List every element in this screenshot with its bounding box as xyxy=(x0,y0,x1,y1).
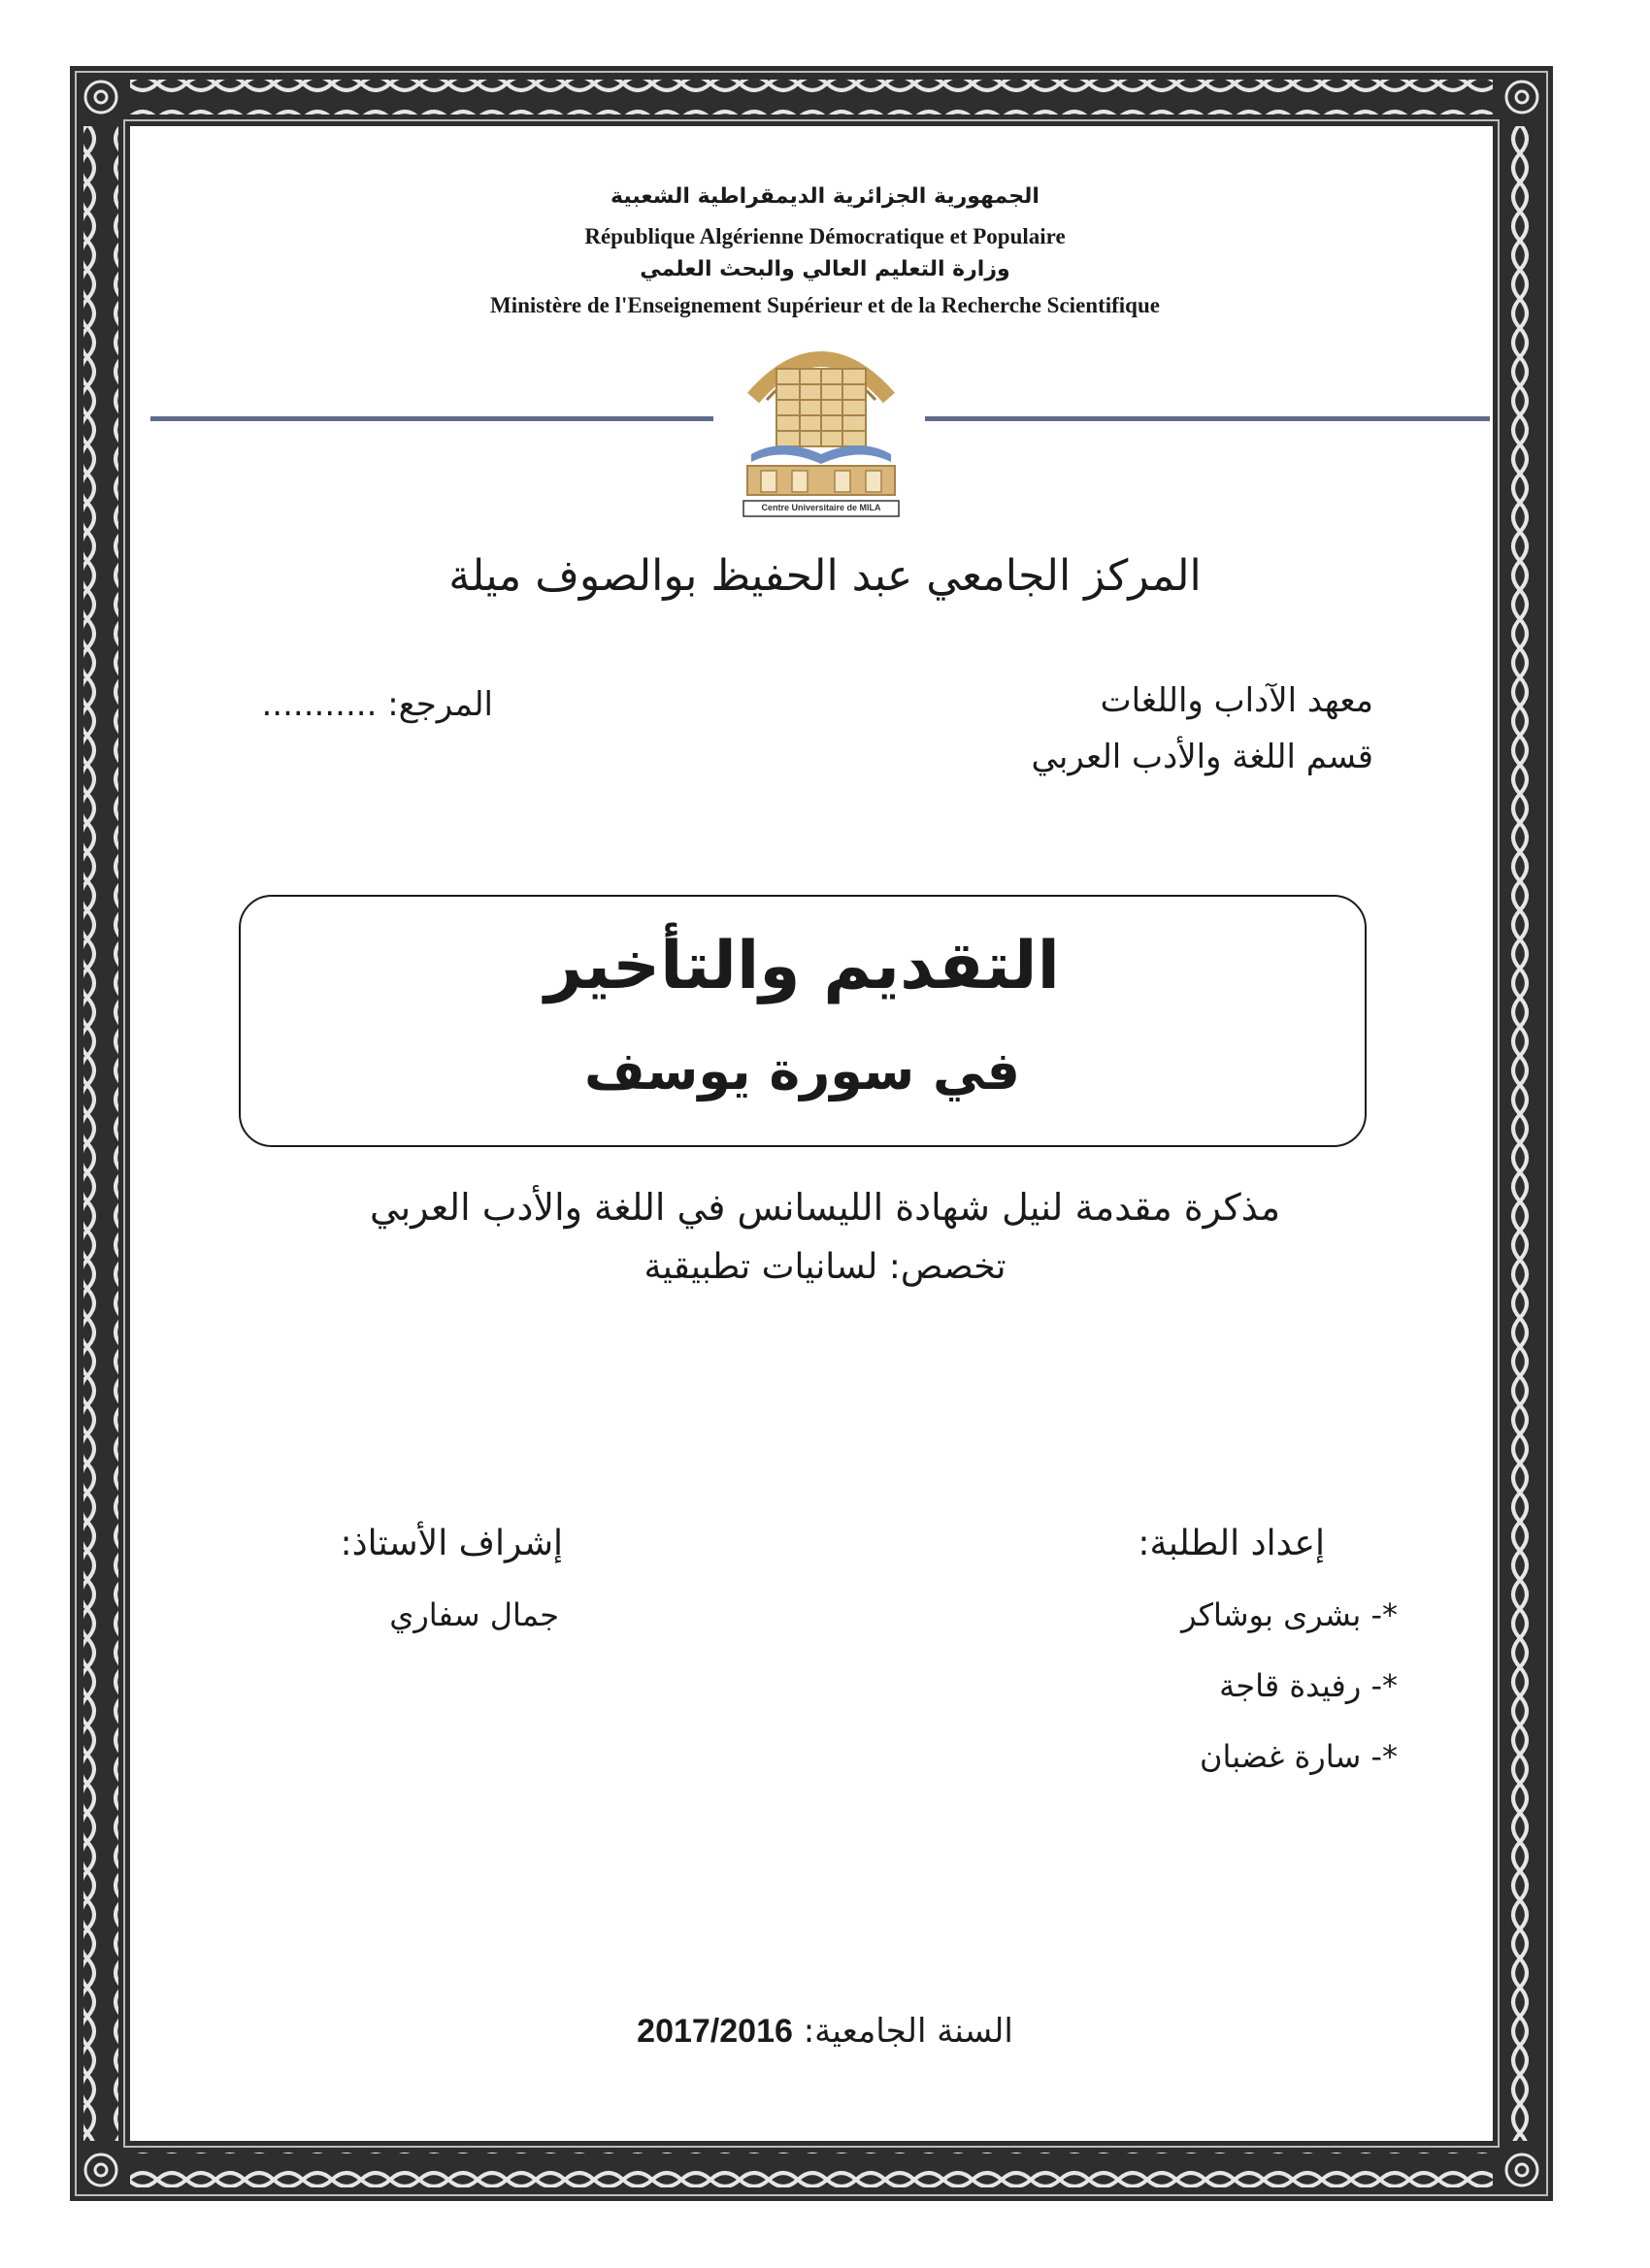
university-name: المركز الجامعي عبد الحفيظ بوالصوف ميلة xyxy=(448,551,1202,601)
academic-year-value: 2017/2016 xyxy=(637,2013,793,2050)
bullet-marker: *- xyxy=(1361,1596,1398,1633)
student-name: بشرى بوشاكر xyxy=(1181,1596,1362,1633)
title-box xyxy=(239,895,1367,1147)
institute-name: معهد الآداب واللغات xyxy=(1100,681,1373,720)
reference-label: المرجع: xyxy=(387,685,493,724)
student-name: رفيدة قاجة xyxy=(1219,1667,1362,1704)
bullet-marker: *- xyxy=(1361,1667,1398,1704)
thesis-specialty: تخصص: لسانيات تطبيقية xyxy=(644,1247,1006,1287)
supervisor-name: جمال سفاري xyxy=(389,1596,559,1633)
header-rule-right xyxy=(925,416,1490,421)
academic-year xyxy=(437,2012,1213,2051)
ministry-french: Ministère de l'Enseignement Supérieur et de la Recherche Scientifique xyxy=(490,293,1160,317)
department-name: قسم اللغة والأدب العربي xyxy=(1031,738,1373,776)
thesis-title-line1: التقديم والتأخير xyxy=(544,928,1060,1004)
student-item xyxy=(971,1738,1398,1775)
logo-caption: Centre Universitaire de MILA xyxy=(761,503,881,512)
thesis-title-line2: في سورة يوسف xyxy=(583,1040,1021,1101)
header-rule-left xyxy=(150,416,713,421)
student-item xyxy=(971,1596,1398,1633)
thesis-description: مذكرة مقدمة لنيل شهادة الليسانس في اللغة والأدب العربي xyxy=(369,1186,1281,1229)
bullet-marker: *- xyxy=(1361,1738,1398,1775)
students-heading: إعداد الطلبة: xyxy=(1138,1524,1325,1563)
reference-field xyxy=(260,685,493,724)
supervisor-heading: إشراف الأستاذ: xyxy=(340,1524,563,1563)
republic-arabic: الجمهورية الجزائرية الديمقراطية الشعبية xyxy=(610,184,1040,209)
student-item xyxy=(971,1667,1398,1704)
academic-year-label: السنة الجامعية: xyxy=(803,2012,1013,2051)
ministry-arabic: وزارة التعليم العالي والبحث العلمي xyxy=(640,257,1010,281)
student-name: سارة غضبان xyxy=(1199,1738,1362,1775)
reference-value: ........... xyxy=(261,685,378,724)
university-logo xyxy=(734,330,908,519)
republic-french: République Algérienne Démocratique et Populaire xyxy=(584,224,1066,248)
